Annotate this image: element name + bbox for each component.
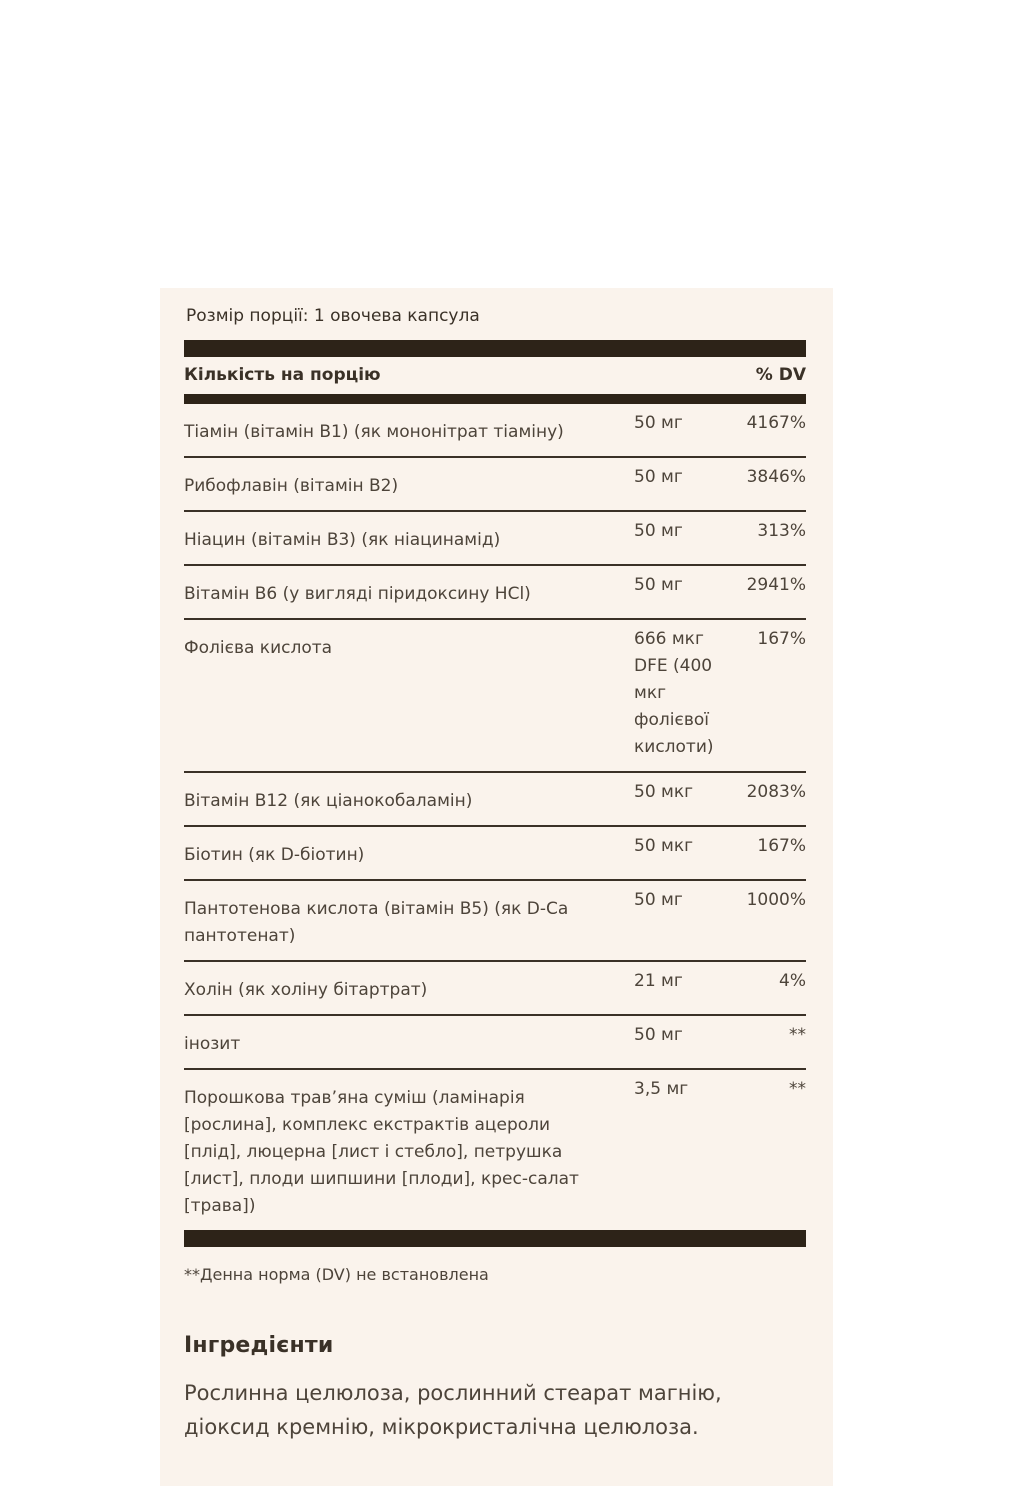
table-row — [184, 879, 806, 960]
nutrient-name: Порошкова трав’яна суміш (ламінарія [рослина], комплекс екстрактів ацероли [плід], люцерна [лист і стебло], петрушка [лист], плоди шипшини [плоди], крес-салат [трава]) — [184, 1088, 579, 1216]
nutrient-amount: 666 мкг DFE (400 мкг фолієвої кислоти) — [634, 629, 714, 757]
nutrient-dv: 3846% — [746, 467, 806, 487]
nutrient-name: Вітамін B12 (як ціанокобаламін) — [184, 791, 473, 811]
nutrient-amount: 3,5 мг — [634, 1079, 689, 1099]
amount-per-serving-header: Кількість на порцію — [184, 365, 381, 385]
table-row — [184, 456, 806, 510]
nutrient-name: Пантотенова кислота (вітамін B5) (як D-Ca пантотенат) — [184, 899, 569, 946]
table-row — [184, 1014, 806, 1068]
nutrient-amount: 50 мг — [634, 521, 683, 541]
supplement-facts-card — [160, 288, 833, 1486]
nutrient-dv: 167% — [757, 836, 806, 856]
nutrient-name: Фолієва кислота — [184, 638, 333, 658]
nutrient-dv: 2083% — [746, 782, 806, 802]
divider-bar-header — [184, 394, 806, 404]
nutrient-dv: ** — [789, 1025, 806, 1045]
nutrient-rows — [184, 404, 806, 1230]
divider-bar-bottom — [184, 1230, 806, 1247]
table-header — [184, 357, 806, 394]
table-row — [184, 1068, 806, 1230]
nutrient-dv: 4% — [779, 971, 806, 991]
divider-bar-top — [184, 340, 806, 357]
nutrient-amount: 50 мг — [634, 413, 683, 433]
table-row — [184, 404, 806, 456]
table-row — [184, 510, 806, 564]
table-row — [184, 771, 806, 825]
nutrient-amount: 50 мг — [634, 467, 683, 487]
nutrient-amount: 50 мг — [634, 890, 683, 910]
table-row — [184, 825, 806, 879]
nutrient-name: Рибофлавін (вітамін B2) — [184, 476, 399, 496]
nutrient-name: Біотин (як D-біотин) — [184, 845, 365, 865]
table-row — [184, 564, 806, 618]
serving-size: Розмір порції: 1 овочева капсула — [186, 306, 480, 326]
nutrient-amount: 50 мг — [634, 1025, 683, 1045]
nutrient-dv: ** — [789, 1079, 806, 1099]
nutrient-name: Тіамін (вітамін B1) (як мононітрат тіаміну) — [184, 422, 564, 442]
nutrient-dv: 4167% — [746, 413, 806, 433]
nutrient-amount: 21 мг — [634, 971, 683, 991]
nutrient-name: інозит — [184, 1034, 241, 1054]
dv-header: % DV — [755, 365, 806, 385]
ingredients-heading: Інгредієнти — [184, 1333, 334, 1358]
nutrient-name: Ніацин (вітамін B3) (як ніацинамід) — [184, 530, 501, 550]
nutrient-amount: 50 мкг — [634, 836, 694, 856]
nutrient-dv: 2941% — [746, 575, 806, 595]
nutrient-name: Вітамін B6 (у вигляді піридоксину HCl) — [184, 584, 531, 604]
ingredients-text: Рослинна целюлоза, рослинний стеарат магнію, діоксид кремнію, мікрокристалічна целюлоза. — [184, 1381, 722, 1439]
nutrient-dv: 167% — [757, 629, 806, 649]
table-row — [184, 618, 806, 771]
nutrient-dv: 313% — [757, 521, 806, 541]
dv-footnote: **Денна норма (DV) не встановлена — [184, 1265, 489, 1284]
nutrient-dv: 1000% — [746, 890, 806, 910]
nutrient-amount: 50 мкг — [634, 782, 694, 802]
nutrient-amount: 50 мг — [634, 575, 683, 595]
nutrient-name: Холін (як холіну бітартрат) — [184, 980, 428, 1000]
table-row — [184, 960, 806, 1014]
